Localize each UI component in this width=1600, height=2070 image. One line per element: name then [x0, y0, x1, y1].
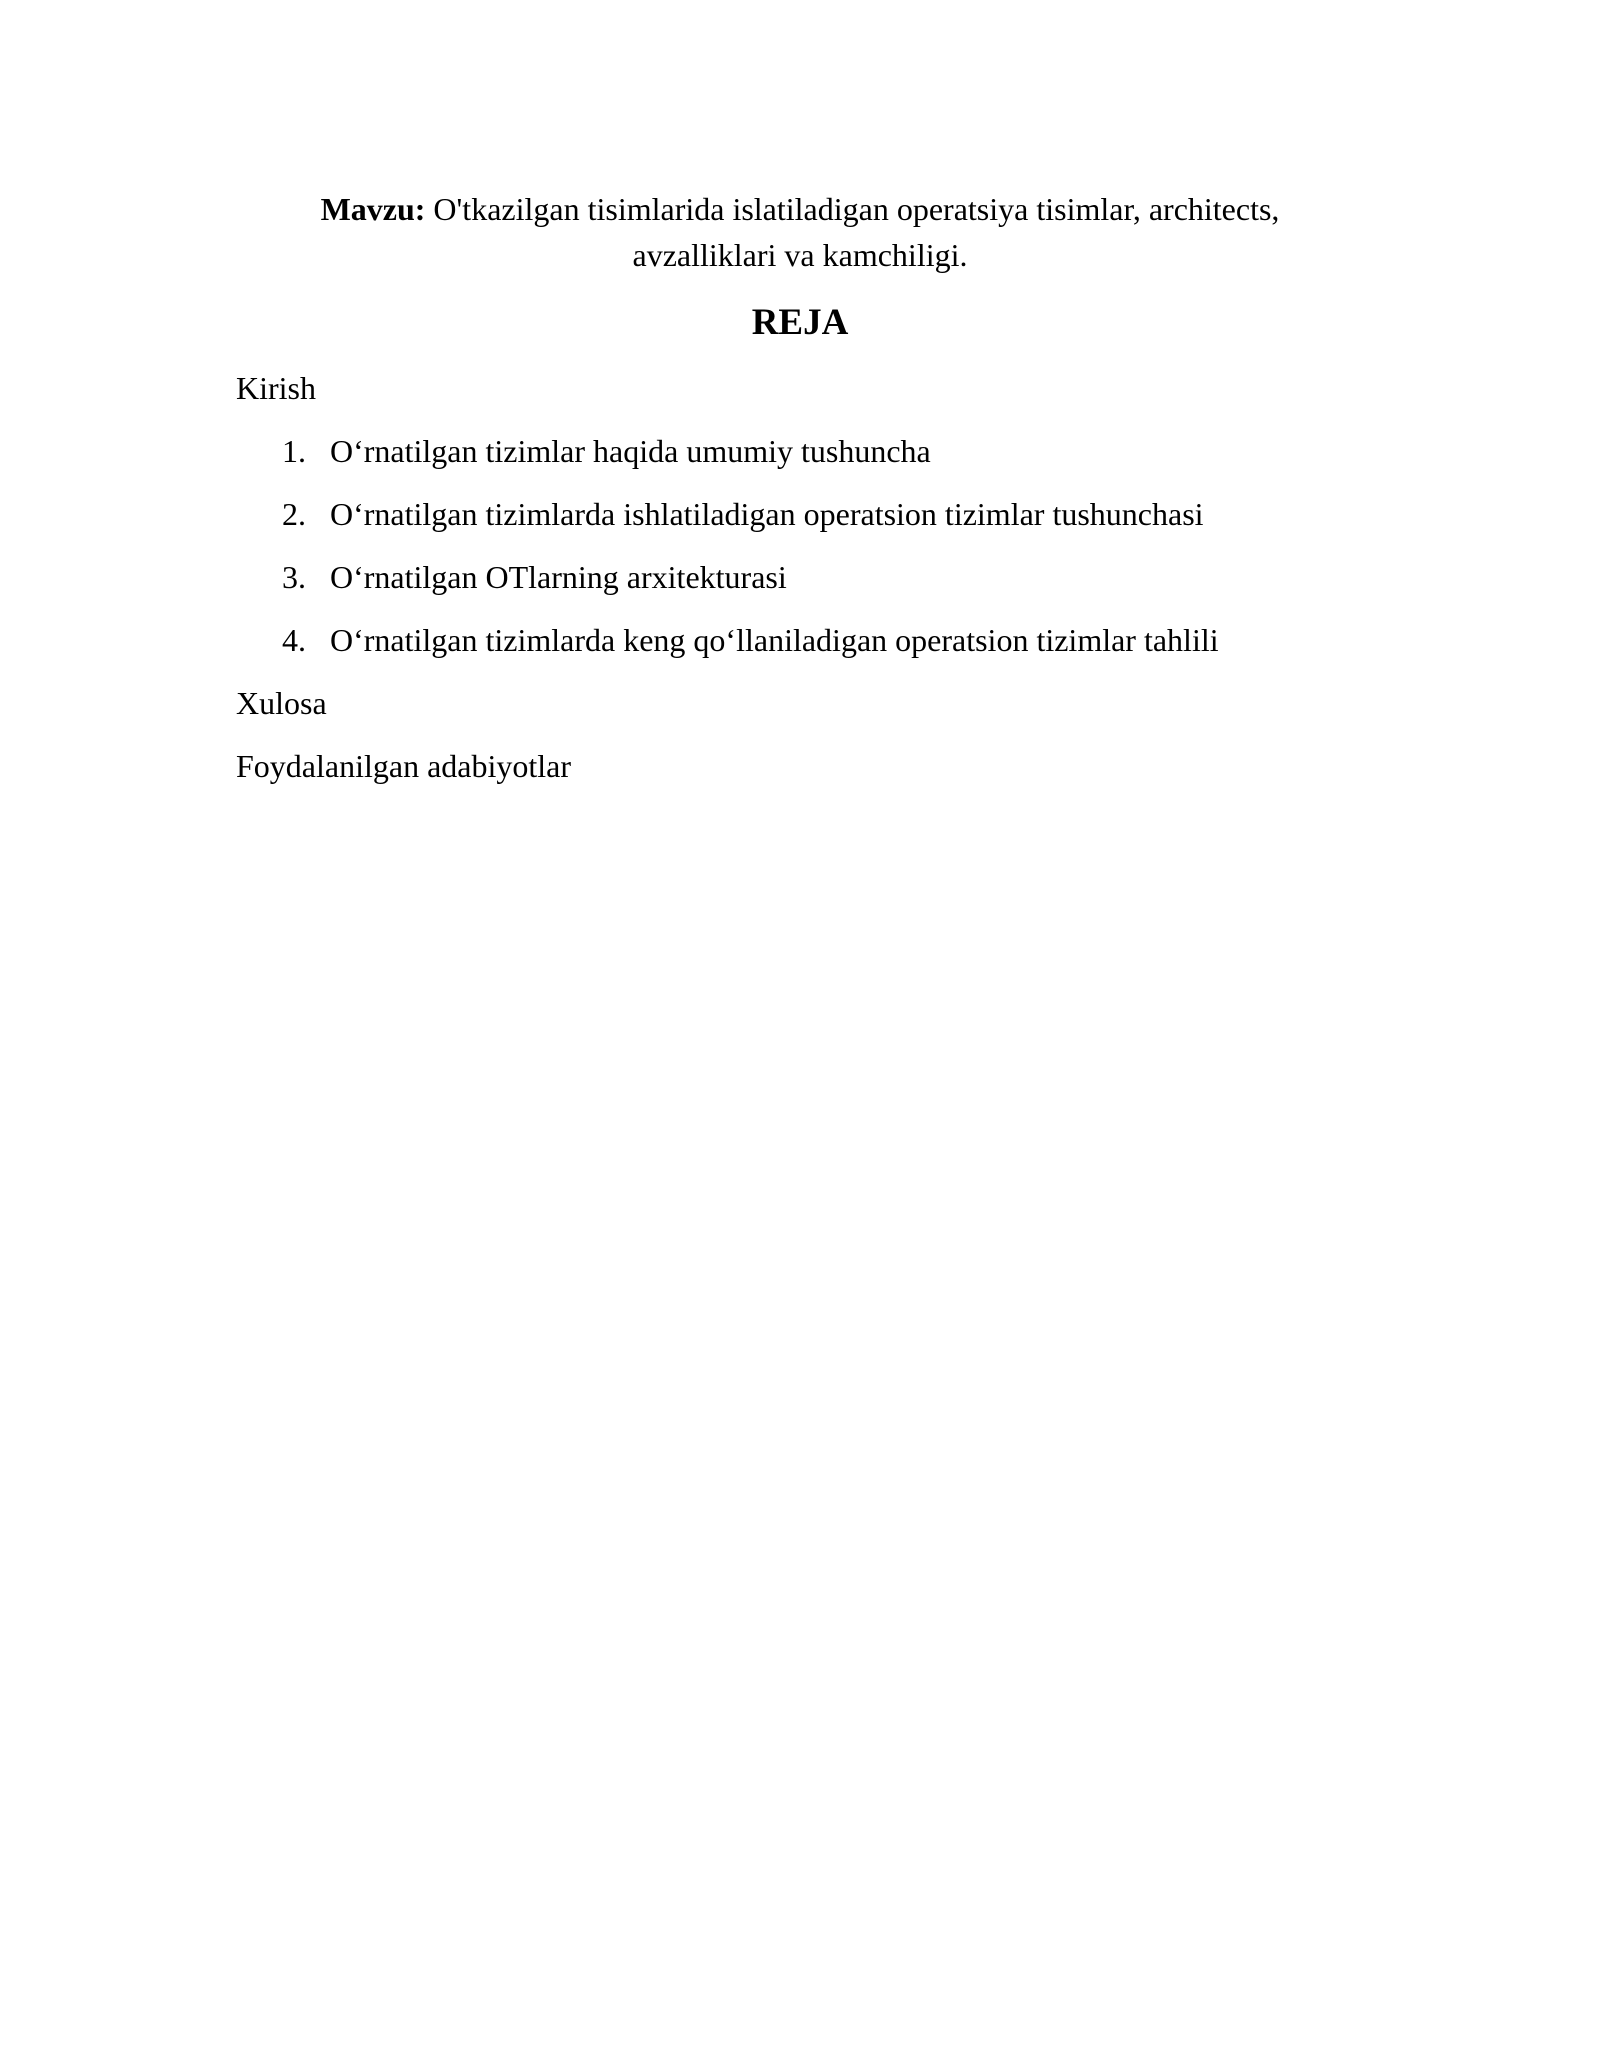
conclusion-line: Xulosa [236, 685, 327, 721]
plan-item-number: 1. [282, 433, 306, 469]
plan-item-text: O‘rnatilgan tizimlarda ishlatiladigan operatsion tizimlar tushunchasi [330, 496, 1204, 532]
topic-text: O'tkazilgan tisimlarida islatiladigan operatsiya tisimlar, architects, avzalliklari va kamchiligi. [433, 191, 1280, 273]
plan-item [236, 431, 1364, 471]
plan-item-number: 2. [282, 496, 306, 532]
plan-item-text: O‘rnatilgan OTlarning arxitekturasi [330, 559, 787, 595]
plan-item-number: 4. [282, 622, 306, 658]
plan-item [236, 620, 1364, 660]
plan-item-text: O‘rnatilgan tizimlarda keng qo‘llaniladigan operatsion tizimlar tahlili [330, 622, 1219, 658]
intro-line: Kirish [236, 370, 316, 406]
plan-item [236, 557, 1364, 597]
topic-paragraph [236, 186, 1364, 278]
plan-heading: REJA [751, 302, 849, 343]
plan-item-text: O‘rnatilgan tizimlar haqida umumiy tushuncha [330, 433, 931, 469]
references-line: Foydalanilgan adabiyotlar [236, 748, 572, 784]
plan-item-number: 3. [282, 559, 306, 595]
plan-list [236, 431, 1364, 660]
plan-item [236, 494, 1364, 534]
document-content [236, 186, 1364, 786]
topic-label: Mavzu: [320, 191, 426, 227]
